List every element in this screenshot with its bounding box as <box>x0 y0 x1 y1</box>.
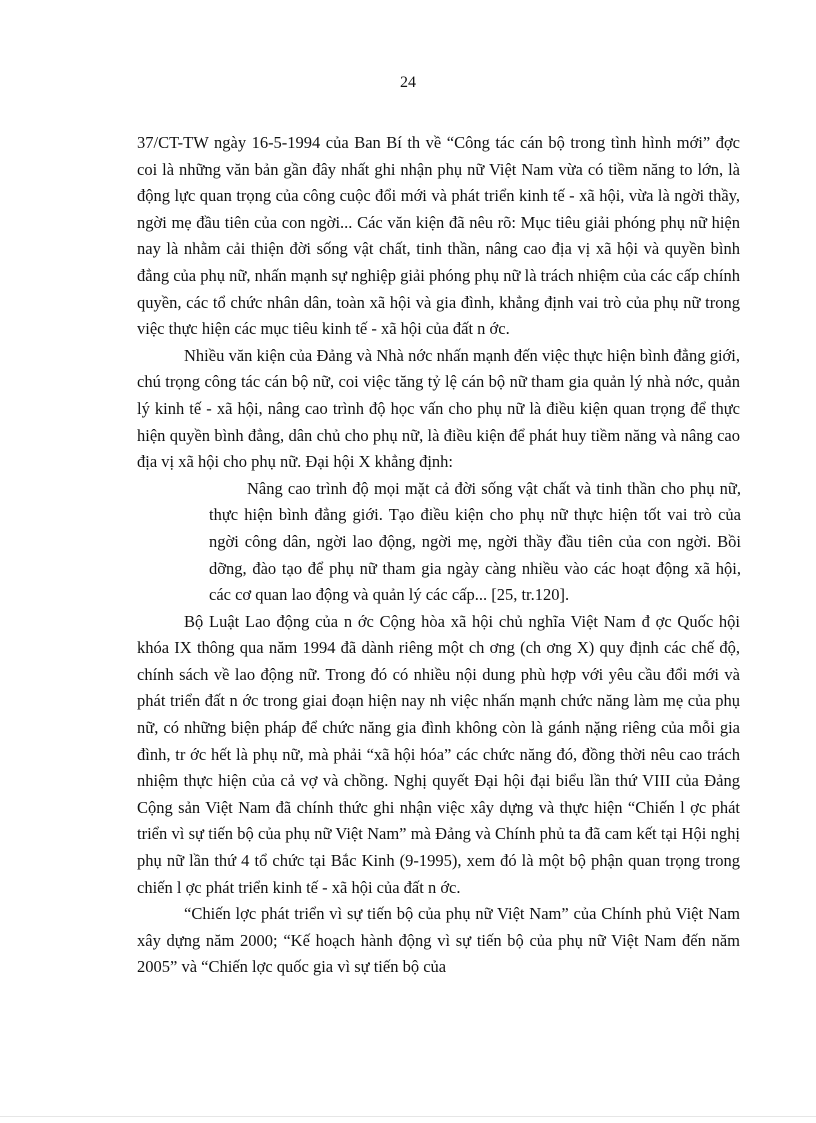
paragraph-labor-code: Bộ Luật Lao động của n ớc Cộng hòa xã hội chủ nghĩa Việt Nam đ ợc Quốc hội khóa IX thông qua năm 1994 đã dành riêng một ch ơng (ch ơng X) quy định các chế độ, chính sách về lao động nữ. Trong đó có nhiều nội dung phù hợp với yêu cầu đổi mới và phát triển đất n ớc trong giai đoạn hiện nay nh việc nhấn mạnh chức năng làm mẹ của phụ nữ, có những biện pháp để chức năng gia đình không còn là gánh nặng riêng của mỗi gia đình, tr ớc hết là phụ nữ, mà phải “xã hội hóa” các chức năng đó, đồng thời nêu cao trách nhiệm thực hiện của cả vợ và chồng. Nghị quyết Đại hội đại biểu lần thứ VIII của Đảng Cộng sản Việt Nam đã chính thức ghi nhận việc xây dựng và thực hiện “Chiến l ợc phát triển vì sự tiến bộ của phụ nữ Việt Nam” mà Đảng và Chính phủ ta đã cam kết tại Hội nghị phụ nữ lần thứ 4 tổ chức tại Bắc Kinh (9-1995), xem đó là một bộ phận quan trọng trong chiến l ợc phát triển kinh tế - xã hội của đất n ớc. <box>137 611 740 897</box>
paragraph-strategy: “Chiến lợc phát triển vì sự tiến bộ của phụ nữ Việt Nam” của Chính phủ Việt Nam xây dựng năm 2000; “Kế hoạch hành động vì sự tiến bộ của phụ nữ Việt Nam đến năm 2005” và “Chiến lợc quốc gia vì sự tiến bộ của <box>137 904 740 977</box>
page-number: 24 <box>400 74 416 91</box>
paragraph-continuation: 37/CT-TW ngày 16-5-1994 của Ban Bí th về “Công tác cán bộ trong tình hình mới” đợc coi là những văn bản gần đây nhất ghi nhận phụ nữ Việt Nam vừa có tiềm năng to lớn, là động lực quan trọng của công cuộc đổi mới và phát triển kinh tế - xã hội, vừa là ngời thầy, ngời mẹ đầu tiên của con ngời... Các văn kiện đã nêu rõ: Mục tiêu giải phóng phụ nữ hiện nay là nhằm cải thiện đời sống vật chất, tinh thần, nâng cao địa vị xã hội và quyền bình đẳng của phụ nữ, nhấn mạnh sự nghiệp giải phóng phụ nữ là trách nhiệm của các cấp chính quyền, các tổ chức nhân dân, toàn xã hội và gia đình, khẳng định vai trò của phụ nữ trong việc thực hiện các mục tiêu kinh tế - xã hội của đất n ớc. <box>137 133 740 339</box>
block-quote: Nâng cao trình độ mọi mặt cả đời sống vật chất và tinh thần cho phụ nữ, thực hiện bình đẳng giới. Tạo điều kiện cho phụ nữ thực hiện tốt vai trò của ngời công dân, ngời lao động, ngời mẹ, ngời thầy đầu tiên của con ngời. Bồi dỡng, đào tạo để phụ nữ tham gia ngày càng nhiều vào các hoạt động xã hội, các cơ quan lao động và quản lý các cấp... [25, tr.120]. <box>209 478 741 605</box>
paragraph-party-documents: Nhiều văn kiện của Đảng và Nhà nớc nhấn mạnh đến việc thực hiện bình đẳng giới, chú trọng công tác cán bộ nữ, coi việc tăng tỷ lệ cán bộ nữ tham gia quản lý nhà nớc, quản lý kinh tế - xã hội, nâng cao trình độ học vấn cho phụ nữ là điều kiện quan trọng để thực hiện quyền bình đẳng, dân chủ cho phụ nữ, là điều kiện để phát huy tiềm năng và nâng cao địa vị xã hội cho phụ nữ. Đại hội X khẳng định: <box>137 345 740 472</box>
page-bottom-border <box>0 1116 816 1117</box>
body-text <box>137 130 740 981</box>
